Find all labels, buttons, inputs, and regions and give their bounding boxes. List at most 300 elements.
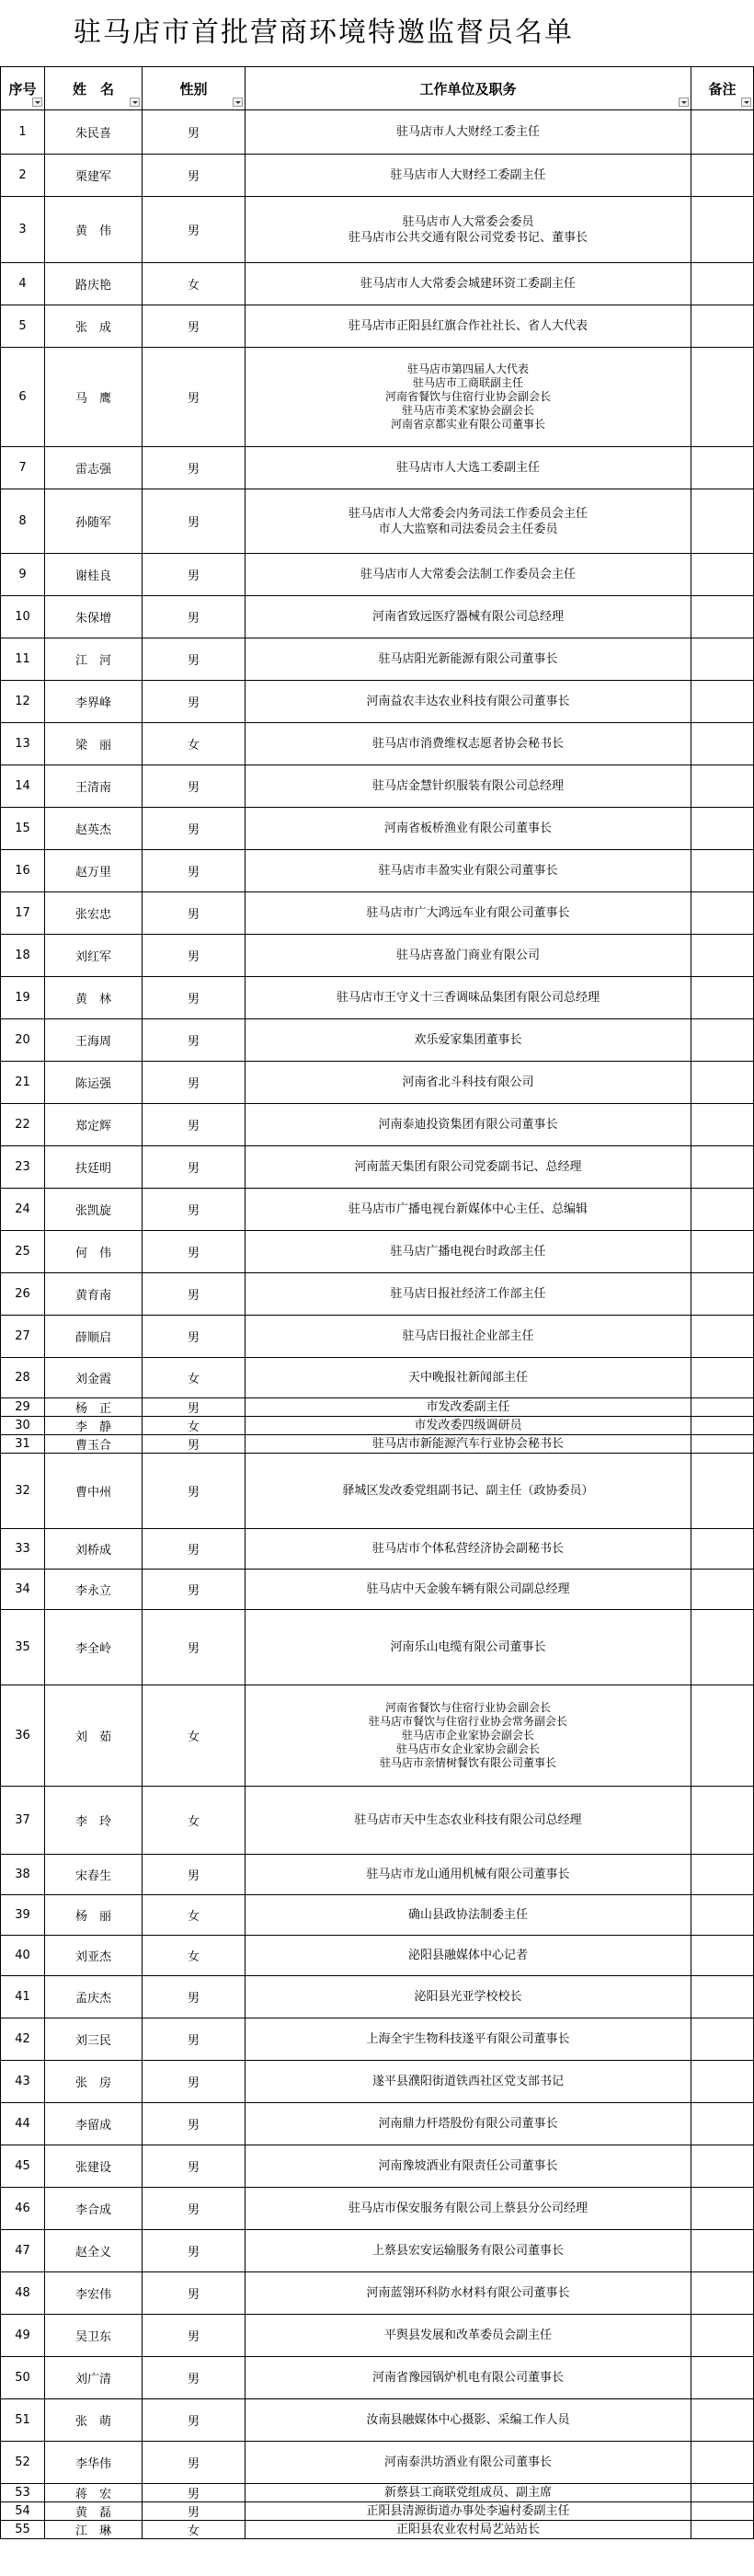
row-number-cell[interactable]: 14 bbox=[1, 765, 45, 808]
job-cell[interactable] bbox=[246, 1685, 691, 1787]
table-row bbox=[1, 935, 754, 977]
name-cell[interactable]: 谢桂良 bbox=[45, 554, 143, 596]
gender-cell[interactable]: 男 bbox=[143, 2103, 246, 2145]
job-cell[interactable] bbox=[246, 2502, 691, 2521]
gender-cell[interactable]: 男 bbox=[143, 681, 246, 723]
job-cell[interactable] bbox=[246, 1273, 691, 1316]
note-cell[interactable] bbox=[691, 1787, 754, 1855]
name-cell[interactable]: 曹玉合 bbox=[45, 1435, 143, 1454]
note-cell[interactable] bbox=[691, 892, 754, 935]
job-cell[interactable] bbox=[246, 554, 691, 596]
note-cell[interactable] bbox=[691, 348, 754, 447]
gender-cell[interactable]: 男 bbox=[143, 1398, 246, 1417]
name-cell[interactable]: 扶廷明 bbox=[45, 1146, 143, 1189]
row-number-cell[interactable]: 52 bbox=[1, 2442, 45, 2484]
note-cell[interactable] bbox=[691, 1062, 754, 1104]
note-cell[interactable] bbox=[691, 305, 754, 348]
job-cell[interactable] bbox=[246, 850, 691, 892]
job-cell[interactable] bbox=[246, 1435, 691, 1454]
name-cell[interactable]: 李永立 bbox=[45, 1570, 143, 1610]
note-cell[interactable] bbox=[691, 850, 754, 892]
name-cell[interactable]: 张建设 bbox=[45, 2145, 143, 2188]
gender-cell[interactable]: 女 bbox=[143, 263, 246, 305]
note-cell[interactable] bbox=[691, 1104, 754, 1146]
name-cell[interactable]: 刘亚杰 bbox=[45, 1936, 143, 1976]
row-number-cell[interactable]: 3 bbox=[1, 197, 45, 263]
job-cell[interactable] bbox=[246, 1104, 691, 1146]
job-cell[interactable] bbox=[246, 1570, 691, 1610]
row-number-cell[interactable]: 43 bbox=[1, 2061, 45, 2103]
job-cell[interactable] bbox=[246, 1189, 691, 1231]
gender-cell[interactable]: 男 bbox=[143, 596, 246, 638]
gender-cell[interactable]: 男 bbox=[143, 1273, 246, 1316]
row-number-cell[interactable]: 30 bbox=[1, 1417, 45, 1435]
row-number-cell[interactable]: 20 bbox=[1, 1019, 45, 1062]
note-cell[interactable] bbox=[691, 1529, 754, 1570]
note-cell[interactable] bbox=[691, 2103, 754, 2145]
job-cell[interactable] bbox=[246, 1019, 691, 1062]
note-cell[interactable] bbox=[691, 2188, 754, 2230]
gender-cell[interactable]: 男 bbox=[143, 1104, 246, 1146]
gender-cell[interactable]: 男 bbox=[143, 1019, 246, 1062]
header-no: 序号 bbox=[1, 67, 45, 110]
job-cell[interactable] bbox=[246, 723, 691, 765]
gender-cell[interactable]: 男 bbox=[143, 808, 246, 850]
gender-cell[interactable]: 男 bbox=[143, 1570, 246, 1610]
gender-cell[interactable]: 男 bbox=[143, 2442, 246, 2484]
gender-cell[interactable]: 男 bbox=[143, 2061, 246, 2103]
note-cell[interactable] bbox=[691, 935, 754, 977]
row-number-cell[interactable]: 11 bbox=[1, 638, 45, 681]
row-number-cell[interactable]: 29 bbox=[1, 1398, 45, 1417]
gender-cell[interactable]: 男 bbox=[143, 977, 246, 1019]
row-number-cell[interactable]: 17 bbox=[1, 892, 45, 935]
name-cell[interactable]: 杨 正 bbox=[45, 1398, 143, 1417]
name-cell[interactable]: 李全岭 bbox=[45, 1610, 143, 1685]
gender-cell[interactable]: 男 bbox=[143, 638, 246, 681]
note-cell[interactable] bbox=[691, 110, 754, 155]
gender-cell[interactable]: 女 bbox=[143, 1685, 246, 1787]
job-cell[interactable] bbox=[246, 1855, 691, 1895]
job-cell[interactable] bbox=[246, 110, 691, 155]
name-cell[interactable]: 赵全义 bbox=[45, 2230, 143, 2272]
note-cell[interactable] bbox=[691, 1570, 754, 1610]
row-number-cell[interactable]: 38 bbox=[1, 1855, 45, 1895]
name-cell[interactable]: 黄 林 bbox=[45, 977, 143, 1019]
row-number-cell[interactable]: 24 bbox=[1, 1189, 45, 1231]
note-cell[interactable] bbox=[691, 596, 754, 638]
name-cell[interactable]: 孟庆杰 bbox=[45, 1976, 143, 2018]
job-cell[interactable] bbox=[246, 2061, 691, 2103]
note-cell[interactable] bbox=[691, 1316, 754, 1358]
name-cell[interactable]: 宋春生 bbox=[45, 1855, 143, 1895]
gender-cell[interactable]: 男 bbox=[143, 2484, 246, 2502]
job-cell[interactable] bbox=[246, 2484, 691, 2502]
job-cell[interactable] bbox=[246, 935, 691, 977]
gender-cell[interactable]: 男 bbox=[143, 1454, 246, 1529]
name-cell[interactable]: 江 河 bbox=[45, 638, 143, 681]
note-cell[interactable] bbox=[691, 808, 754, 850]
row-number-cell[interactable]: 32 bbox=[1, 1454, 45, 1529]
gender-cell[interactable]: 男 bbox=[143, 935, 246, 977]
note-cell[interactable] bbox=[691, 447, 754, 489]
row-number-cell[interactable]: 13 bbox=[1, 723, 45, 765]
note-cell[interactable] bbox=[691, 2442, 754, 2484]
row-number-cell[interactable]: 18 bbox=[1, 935, 45, 977]
note-cell[interactable] bbox=[691, 2061, 754, 2103]
name-cell[interactable]: 王清南 bbox=[45, 765, 143, 808]
row-number-cell[interactable]: 44 bbox=[1, 2103, 45, 2145]
gender-cell[interactable]: 女 bbox=[143, 723, 246, 765]
row-number-cell[interactable]: 49 bbox=[1, 2315, 45, 2357]
note-cell[interactable] bbox=[691, 197, 754, 263]
note-cell[interactable] bbox=[691, 1019, 754, 1062]
name-cell[interactable]: 郑定辉 bbox=[45, 1104, 143, 1146]
note-cell[interactable] bbox=[691, 1855, 754, 1895]
name-cell[interactable]: 杨 丽 bbox=[45, 1895, 143, 1936]
job-cell[interactable] bbox=[246, 1895, 691, 1936]
job-cell[interactable] bbox=[246, 2399, 691, 2442]
row-number-cell[interactable]: 48 bbox=[1, 2272, 45, 2315]
name-cell[interactable]: 黄 磊 bbox=[45, 2502, 143, 2521]
note-cell[interactable] bbox=[691, 2357, 754, 2399]
job-cell[interactable] bbox=[246, 892, 691, 935]
gender-cell[interactable]: 男 bbox=[143, 1189, 246, 1231]
table-row bbox=[1, 348, 754, 447]
job-cell[interactable] bbox=[246, 1358, 691, 1398]
name-cell[interactable]: 朱保增 bbox=[45, 596, 143, 638]
name-cell[interactable]: 刘广清 bbox=[45, 2357, 143, 2399]
table-row bbox=[1, 2145, 754, 2188]
gender-cell[interactable]: 男 bbox=[143, 1231, 246, 1273]
row-number-cell[interactable]: 46 bbox=[1, 2188, 45, 2230]
name-cell[interactable]: 朱民喜 bbox=[45, 110, 143, 155]
row-number-cell[interactable]: 28 bbox=[1, 1358, 45, 1398]
gender-cell[interactable]: 男 bbox=[143, 554, 246, 596]
note-cell[interactable] bbox=[691, 2399, 754, 2442]
row-number-cell[interactable]: 39 bbox=[1, 1895, 45, 1936]
row-number-cell[interactable]: 25 bbox=[1, 1231, 45, 1273]
gender-cell[interactable]: 女 bbox=[143, 1895, 246, 1936]
row-number-cell[interactable]: 10 bbox=[1, 596, 45, 638]
job-cell[interactable] bbox=[246, 2188, 691, 2230]
table-row bbox=[1, 489, 754, 554]
row-number-cell[interactable]: 22 bbox=[1, 1104, 45, 1146]
note-cell[interactable] bbox=[691, 1610, 754, 1685]
name-cell[interactable]: 刘红军 bbox=[45, 935, 143, 977]
name-cell[interactable]: 赵英杰 bbox=[45, 808, 143, 850]
gender-cell[interactable]: 男 bbox=[143, 155, 246, 197]
note-cell[interactable] bbox=[691, 2502, 754, 2521]
note-cell[interactable] bbox=[691, 1685, 754, 1787]
row-number-cell[interactable]: 51 bbox=[1, 2399, 45, 2442]
row-number-cell[interactable]: 53 bbox=[1, 2484, 45, 2502]
name-cell[interactable]: 雷志强 bbox=[45, 447, 143, 489]
job-line: 驻马店市新能源汽车行业协会秘书长 bbox=[371, 1437, 564, 1451]
job-cell[interactable] bbox=[246, 638, 691, 681]
gender-cell[interactable]: 男 bbox=[143, 110, 246, 155]
job-cell[interactable] bbox=[246, 1610, 691, 1685]
job-line: 河南省餐饮与住宿行业协会副会长 bbox=[384, 1701, 551, 1714]
gender-cell[interactable]: 男 bbox=[143, 2230, 246, 2272]
note-cell[interactable] bbox=[691, 765, 754, 808]
name-cell[interactable]: 梁 丽 bbox=[45, 723, 143, 765]
note-cell[interactable] bbox=[691, 155, 754, 197]
job-cell[interactable] bbox=[246, 1146, 691, 1189]
name-cell[interactable]: 蒋 宏 bbox=[45, 2484, 143, 2502]
row-number-cell[interactable]: 42 bbox=[1, 2018, 45, 2061]
job-cell[interactable] bbox=[246, 977, 691, 1019]
gender-cell[interactable]: 男 bbox=[143, 2399, 246, 2442]
gender-cell[interactable]: 男 bbox=[143, 2502, 246, 2521]
gender-cell[interactable]: 男 bbox=[143, 2188, 246, 2230]
row-number-cell[interactable]: 34 bbox=[1, 1570, 45, 1610]
note-cell[interactable] bbox=[691, 1417, 754, 1435]
gender-cell[interactable]: 男 bbox=[143, 1435, 246, 1454]
note-cell[interactable] bbox=[691, 2272, 754, 2315]
note-cell[interactable] bbox=[691, 1936, 754, 1976]
filter-dropdown-icon[interactable] bbox=[679, 98, 689, 107]
job-cell[interactable] bbox=[246, 2018, 691, 2061]
gender-cell[interactable]: 男 bbox=[143, 2357, 246, 2399]
name-cell[interactable]: 路庆艳 bbox=[45, 263, 143, 305]
name-cell[interactable]: 李 玲 bbox=[45, 1787, 143, 1855]
job-cell[interactable] bbox=[246, 765, 691, 808]
job-cell[interactable] bbox=[246, 1454, 691, 1529]
row-number-cell[interactable]: 31 bbox=[1, 1435, 45, 1454]
job-line: 天中晚报社新闻部主任 bbox=[407, 1371, 528, 1385]
note-cell[interactable] bbox=[691, 263, 754, 305]
job-cell[interactable] bbox=[246, 197, 691, 263]
job-line: 驻马店市正阳县红旗合作社社长、省人大代表 bbox=[348, 319, 588, 333]
job-cell[interactable] bbox=[246, 2103, 691, 2145]
note-cell[interactable] bbox=[691, 1398, 754, 1417]
name-cell[interactable]: 王海周 bbox=[45, 1019, 143, 1062]
gender-cell[interactable]: 男 bbox=[143, 1855, 246, 1895]
name-cell[interactable]: 陈运强 bbox=[45, 1062, 143, 1104]
gender-cell[interactable]: 男 bbox=[143, 892, 246, 935]
row-number-cell[interactable]: 35 bbox=[1, 1610, 45, 1685]
job-line: 泌阳县融媒体中心记者 bbox=[407, 1949, 528, 1962]
name-cell[interactable]: 江 琳 bbox=[45, 2521, 143, 2539]
job-cell[interactable] bbox=[246, 1316, 691, 1358]
note-cell[interactable] bbox=[691, 1435, 754, 1454]
row-number-cell[interactable]: 6 bbox=[1, 348, 45, 447]
row-number-cell[interactable]: 36 bbox=[1, 1685, 45, 1787]
name-cell[interactable]: 刘三民 bbox=[45, 2018, 143, 2061]
job-cell[interactable] bbox=[246, 2272, 691, 2315]
row-number-cell[interactable]: 33 bbox=[1, 1529, 45, 1570]
note-cell[interactable] bbox=[691, 1895, 754, 1936]
row-number-cell[interactable]: 41 bbox=[1, 1976, 45, 2018]
row-number-cell[interactable]: 5 bbox=[1, 305, 45, 348]
gender-cell[interactable]: 男 bbox=[143, 348, 246, 447]
row-number-cell[interactable]: 47 bbox=[1, 2230, 45, 2272]
job-line: 市发改委副主任 bbox=[426, 1400, 510, 1414]
row-number-cell[interactable]: 8 bbox=[1, 489, 45, 554]
gender-cell[interactable]: 男 bbox=[143, 1529, 246, 1570]
name-cell[interactable]: 栗建军 bbox=[45, 155, 143, 197]
name-cell[interactable]: 赵万里 bbox=[45, 850, 143, 892]
note-cell[interactable] bbox=[691, 489, 754, 554]
note-cell[interactable] bbox=[691, 2521, 754, 2539]
gender-cell[interactable]: 女 bbox=[143, 2521, 246, 2539]
gender-cell[interactable]: 男 bbox=[143, 1976, 246, 2018]
job-cell[interactable] bbox=[246, 155, 691, 197]
job-cell[interactable] bbox=[246, 1417, 691, 1435]
job-line: 驻马店日报社经济工作部主任 bbox=[390, 1287, 546, 1301]
job-cell[interactable] bbox=[246, 1976, 691, 2018]
gender-cell[interactable]: 男 bbox=[143, 765, 246, 808]
row-number-cell[interactable]: 7 bbox=[1, 447, 45, 489]
job-cell[interactable] bbox=[246, 2357, 691, 2399]
row-number-cell[interactable]: 54 bbox=[1, 2502, 45, 2521]
note-cell[interactable] bbox=[691, 1189, 754, 1231]
job-cell[interactable] bbox=[246, 1231, 691, 1273]
gender-cell[interactable]: 男 bbox=[143, 2315, 246, 2357]
note-cell[interactable] bbox=[691, 2230, 754, 2272]
row-number-cell[interactable]: 15 bbox=[1, 808, 45, 850]
note-cell[interactable] bbox=[691, 1231, 754, 1273]
job-cell[interactable] bbox=[246, 2442, 691, 2484]
job-line: 驻马店喜盈门商业有限公司 bbox=[395, 949, 540, 962]
name-cell[interactable]: 吴卫东 bbox=[45, 2315, 143, 2357]
row-number-cell[interactable]: 55 bbox=[1, 2521, 45, 2539]
gender-cell[interactable]: 女 bbox=[143, 1936, 246, 1976]
name-cell[interactable]: 黄育南 bbox=[45, 1273, 143, 1316]
note-cell[interactable] bbox=[691, 2484, 754, 2502]
gender-cell[interactable]: 男 bbox=[143, 489, 246, 554]
name-cell[interactable]: 张 成 bbox=[45, 305, 143, 348]
page-title: 驻马店市首批营商环境特邀监督员名单 bbox=[74, 17, 574, 49]
filter-dropdown-icon[interactable] bbox=[741, 98, 751, 107]
name-cell[interactable]: 李宏伟 bbox=[45, 2272, 143, 2315]
job-cell[interactable] bbox=[246, 2315, 691, 2357]
note-cell[interactable] bbox=[691, 1454, 754, 1529]
note-cell[interactable] bbox=[691, 723, 754, 765]
name-cell[interactable]: 李 静 bbox=[45, 1417, 143, 1435]
job-line: 驻马店市消费维权志愿者协会秘书长 bbox=[371, 737, 564, 751]
row-number-cell[interactable]: 23 bbox=[1, 1146, 45, 1189]
job-line: 驻马店市天中生态农业科技有限公司总经理 bbox=[354, 1813, 582, 1827]
row-number-cell[interactable]: 16 bbox=[1, 850, 45, 892]
note-cell[interactable] bbox=[691, 977, 754, 1019]
name-cell[interactable]: 何 伟 bbox=[45, 1231, 143, 1273]
name-cell[interactable]: 张凯旋 bbox=[45, 1189, 143, 1231]
row-number-cell[interactable]: 12 bbox=[1, 681, 45, 723]
row-number-cell[interactable]: 26 bbox=[1, 1273, 45, 1316]
job-cell[interactable] bbox=[246, 2521, 691, 2539]
filter-dropdown-icon[interactable] bbox=[32, 98, 42, 107]
note-cell[interactable] bbox=[691, 1273, 754, 1316]
name-cell[interactable]: 张 房 bbox=[45, 2061, 143, 2103]
row-number-cell[interactable]: 19 bbox=[1, 977, 45, 1019]
name-cell[interactable]: 刘桥成 bbox=[45, 1529, 143, 1570]
job-cell[interactable] bbox=[246, 681, 691, 723]
gender-cell[interactable]: 男 bbox=[143, 447, 246, 489]
row-number-cell[interactable]: 40 bbox=[1, 1936, 45, 1976]
note-cell[interactable] bbox=[691, 681, 754, 723]
gender-cell[interactable]: 男 bbox=[143, 1316, 246, 1358]
gender-cell[interactable]: 男 bbox=[143, 1146, 246, 1189]
gender-cell[interactable]: 男 bbox=[143, 1610, 246, 1685]
name-cell[interactable]: 刘金霞 bbox=[45, 1358, 143, 1398]
name-cell[interactable]: 张 萌 bbox=[45, 2399, 143, 2442]
job-cell[interactable] bbox=[246, 1529, 691, 1570]
filter-dropdown-icon[interactable] bbox=[130, 98, 140, 107]
name-cell[interactable]: 马 鹰 bbox=[45, 348, 143, 447]
row-number-cell[interactable]: 1 bbox=[1, 110, 45, 155]
note-cell[interactable] bbox=[691, 2145, 754, 2188]
job-line: 河南泰迪投资集团有限公司董事长 bbox=[378, 1118, 558, 1132]
row-number-cell[interactable]: 21 bbox=[1, 1062, 45, 1104]
row-number-cell[interactable]: 2 bbox=[1, 155, 45, 197]
name-cell[interactable]: 黄 伟 bbox=[45, 197, 143, 263]
name-cell[interactable]: 孙随军 bbox=[45, 489, 143, 554]
gender-cell[interactable]: 男 bbox=[143, 2272, 246, 2315]
name-cell[interactable]: 李界峰 bbox=[45, 681, 143, 723]
filter-dropdown-icon[interactable] bbox=[233, 98, 243, 107]
name-cell[interactable]: 薛顺启 bbox=[45, 1316, 143, 1358]
row-number-cell[interactable]: 37 bbox=[1, 1787, 45, 1855]
note-cell[interactable] bbox=[691, 638, 754, 681]
job-cell[interactable] bbox=[246, 596, 691, 638]
note-cell[interactable] bbox=[691, 2315, 754, 2357]
note-cell[interactable] bbox=[691, 554, 754, 596]
gender-cell[interactable]: 男 bbox=[143, 197, 246, 263]
name-cell[interactable]: 刘 茹 bbox=[45, 1685, 143, 1787]
name-cell[interactable]: 李合成 bbox=[45, 2188, 143, 2230]
job-line: 驻马店市人大常委会城建环资工委副主任 bbox=[360, 277, 576, 291]
job-line: 驻马店阳光新能源有限公司董事长 bbox=[378, 652, 558, 666]
table-row bbox=[1, 2061, 754, 2103]
job-cell[interactable] bbox=[246, 1398, 691, 1417]
gender-cell[interactable]: 男 bbox=[143, 2145, 246, 2188]
gender-cell[interactable]: 男 bbox=[143, 1062, 246, 1104]
note-cell[interactable] bbox=[691, 1146, 754, 1189]
gender-cell[interactable]: 女 bbox=[143, 1358, 246, 1398]
gender-cell[interactable]: 女 bbox=[143, 1417, 246, 1435]
name-cell[interactable]: 张宏忠 bbox=[45, 892, 143, 935]
job-cell[interactable] bbox=[246, 1787, 691, 1855]
job-cell[interactable] bbox=[246, 263, 691, 305]
job-cell[interactable] bbox=[246, 489, 691, 554]
row-number-cell[interactable]: 27 bbox=[1, 1316, 45, 1358]
note-cell[interactable] bbox=[691, 2018, 754, 2061]
gender-cell[interactable]: 女 bbox=[143, 1787, 246, 1855]
gender-cell[interactable]: 男 bbox=[143, 850, 246, 892]
job-cell[interactable] bbox=[246, 808, 691, 850]
row-number-cell[interactable]: 50 bbox=[1, 2357, 45, 2399]
gender-cell[interactable]: 男 bbox=[143, 305, 246, 348]
name-cell[interactable]: 李留成 bbox=[45, 2103, 143, 2145]
note-cell[interactable] bbox=[691, 1976, 754, 2018]
job-cell[interactable] bbox=[246, 348, 691, 447]
job-cell[interactable] bbox=[246, 2230, 691, 2272]
name-cell[interactable]: 李华伟 bbox=[45, 2442, 143, 2484]
row-number-cell[interactable]: 9 bbox=[1, 554, 45, 596]
job-cell[interactable] bbox=[246, 305, 691, 348]
job-cell[interactable] bbox=[246, 447, 691, 489]
name-cell[interactable]: 曹中州 bbox=[45, 1454, 143, 1529]
row-number-cell[interactable]: 4 bbox=[1, 263, 45, 305]
row-number-cell[interactable]: 45 bbox=[1, 2145, 45, 2188]
gender-cell[interactable]: 男 bbox=[143, 2018, 246, 2061]
job-cell[interactable] bbox=[246, 1936, 691, 1976]
job-cell[interactable] bbox=[246, 2145, 691, 2188]
job-cell[interactable] bbox=[246, 1062, 691, 1104]
note-cell[interactable] bbox=[691, 1358, 754, 1398]
